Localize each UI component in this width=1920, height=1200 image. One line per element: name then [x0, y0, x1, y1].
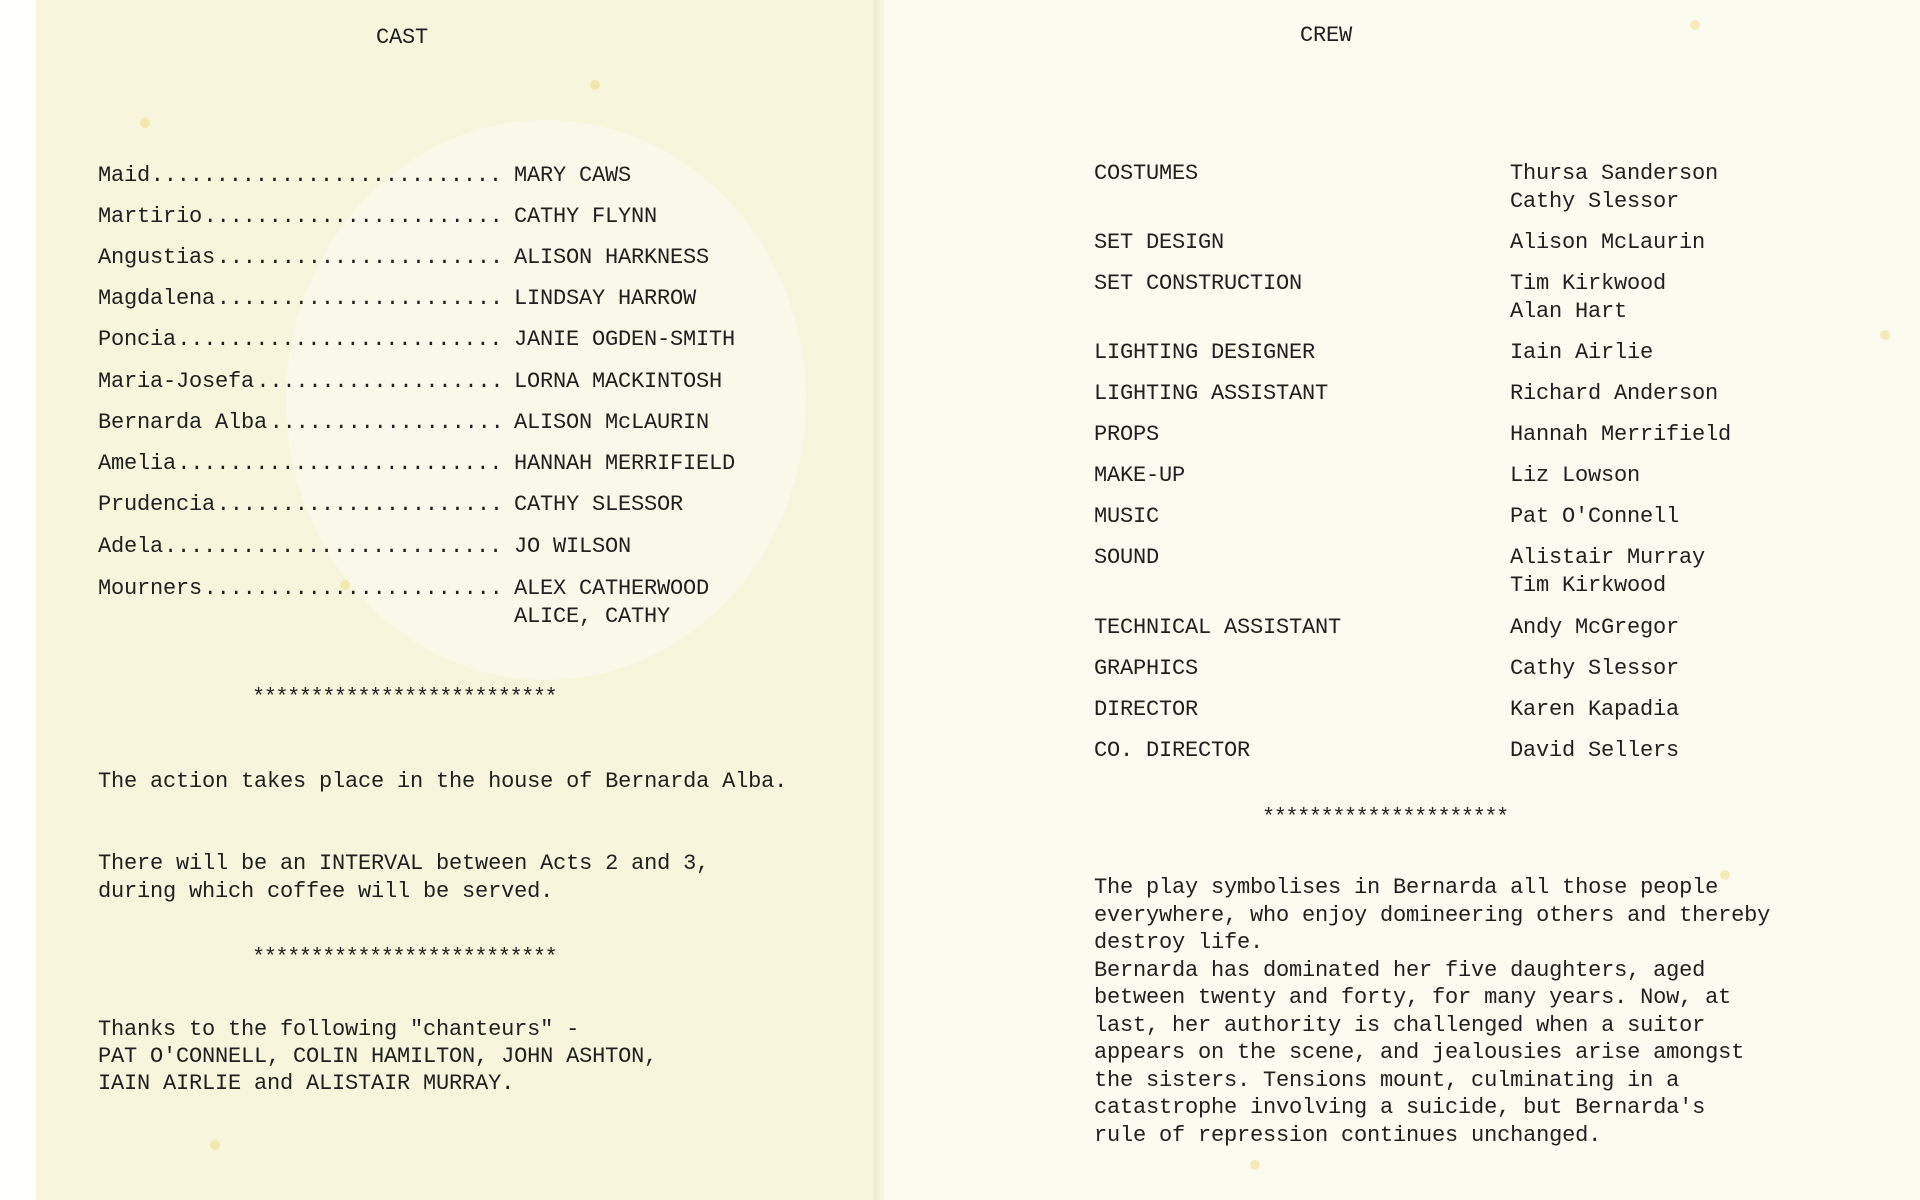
cast-role: Magdalena — [98, 286, 216, 311]
cast-divider-1: ************************** — [252, 685, 557, 710]
crew-member: Thursa Sanderson — [1510, 161, 1719, 186]
crew-divider: ********************* — [1262, 805, 1508, 830]
leader-dots: ................... — [256, 369, 504, 394]
crew-member: Alan Hart — [1510, 299, 1628, 324]
cast-actor: LORNA MACKINTOSH — [514, 369, 723, 394]
cast-role: Maid — [98, 163, 151, 188]
interval-note-line-2: during which coffee will be served. — [98, 879, 554, 904]
cast-role: Bernarda Alba — [98, 410, 268, 435]
interval-note-line-1: There will be an INTERVAL between Acts 2 and 3, — [98, 851, 710, 876]
leader-dots: ...................... — [216, 492, 503, 517]
leader-dots: ......................... — [177, 327, 503, 352]
synopsis-line: last, her authority is challenged when a suitor — [1094, 1012, 1706, 1038]
crew-member: Alison McLaurin — [1510, 230, 1706, 255]
crew-role: MAKE-UP — [1094, 463, 1186, 488]
crew-role: SET CONSTRUCTION — [1094, 271, 1303, 296]
crew-member: Iain Airlie — [1510, 340, 1654, 365]
cast-actor: LINDSAY HARROW — [514, 286, 697, 311]
crew-member: Hannah Merrifield — [1510, 422, 1732, 447]
cast-heading: CAST — [376, 25, 429, 50]
synopsis-line: The play symbolises in Bernarda all those people — [1094, 875, 1719, 900]
synopsis-line: between twenty and forty, for many years. Now, at — [1094, 985, 1732, 1010]
cast-actor: HANNAH MERRIFIELD — [514, 451, 736, 476]
cast-role: Amelia — [98, 451, 177, 476]
crew-role: LIGHTING ASSISTANT — [1094, 381, 1329, 406]
synopsis-line: catastrophe involving a suicide, but Bernarda's — [1094, 1095, 1706, 1120]
paper-speck — [1880, 330, 1890, 340]
crew-member: Pat O'Connell — [1510, 504, 1680, 529]
setting-note: The action takes place in the house of Bernarda Alba. — [98, 769, 788, 794]
crew-member: Richard Anderson — [1510, 381, 1719, 406]
cast-actor: JANIE OGDEN-SMITH — [514, 327, 736, 352]
synopsis-line: everywhere, who enjoy domineering others and thereby — [1094, 902, 1771, 928]
cast-role: Poncia — [98, 327, 177, 352]
crew-role: SOUND — [1094, 545, 1160, 570]
crew-role: LIGHTING DESIGNER — [1094, 340, 1316, 365]
cast-page — [36, 0, 876, 1200]
crew-role: PROPS — [1094, 422, 1160, 447]
synopsis-line: appears on the scene, and jealousies arise amongst — [1094, 1040, 1745, 1065]
synopsis-line: the sisters. Tensions mount, culminating in a — [1094, 1067, 1680, 1093]
paper-speck — [140, 118, 150, 128]
leader-dots: ........................... — [150, 163, 502, 188]
synopsis-line: destroy life. — [1094, 930, 1264, 955]
crew-member: Karen Kapadia — [1510, 697, 1680, 722]
paper-speck — [1690, 20, 1700, 30]
crew-member: Liz Lowson — [1510, 463, 1641, 488]
crew-member: Alistair Murray — [1510, 545, 1706, 570]
paper-speck — [1720, 870, 1730, 880]
crew-member: Tim Kirkwood — [1510, 573, 1667, 598]
cast-actor: CATHY SLESSOR — [514, 492, 684, 517]
cast-role: Mourners — [98, 576, 203, 601]
thanks-line-1: Thanks to the following "chanteurs" - — [98, 1017, 580, 1042]
cast-role: Martirio — [98, 204, 203, 229]
crew-member: Tim Kirkwood — [1510, 271, 1667, 296]
crew-member: David Sellers — [1510, 738, 1680, 763]
synopsis-line: rule of repression continues unchanged. — [1094, 1122, 1602, 1148]
cast-role: Prudencia — [98, 492, 216, 517]
cast-actor: ALEX CATHERWOOD — [514, 576, 710, 601]
cast-actor: ALISON HARKNESS — [514, 245, 710, 270]
paper-speck — [1250, 1160, 1260, 1170]
cast-role: Adela — [98, 534, 164, 559]
leader-dots: ...................... — [216, 245, 503, 270]
crew-role: COSTUMES — [1094, 161, 1199, 186]
crew-member: Cathy Slessor — [1510, 189, 1680, 214]
synopsis-line: Bernarda has dominated her five daughters, aged — [1094, 957, 1706, 983]
crew-page — [884, 0, 1920, 1200]
cast-actor: CATHY FLYNN — [514, 204, 658, 229]
thanks-line-3: IAIN AIRLIE and ALISTAIR MURRAY. — [98, 1071, 515, 1096]
crew-role: CO. DIRECTOR — [1094, 738, 1251, 763]
scan-margin — [0, 0, 36, 1200]
cast-role: Maria-Josefa — [98, 369, 255, 394]
leader-dots: .......................... — [164, 534, 503, 559]
cast-actor: ALISON McLAURIN — [514, 410, 710, 435]
leader-dots: ...................... — [216, 286, 503, 311]
paper-speck — [590, 80, 600, 90]
cast-divider-2: ************************** — [252, 945, 557, 970]
thanks-line-2: PAT O'CONNELL, COLIN HAMILTON, JOHN ASHTON, — [98, 1044, 658, 1069]
cast-actor: JO WILSON — [514, 534, 632, 559]
leader-dots: ....................... — [203, 576, 503, 601]
crew-role: TECHNICAL ASSISTANT — [1094, 615, 1342, 640]
crew-role: DIRECTOR — [1094, 697, 1199, 722]
cast-actor: ALICE, CATHY — [514, 604, 671, 629]
cast-role: Angustias — [98, 245, 216, 270]
crew-role: MUSIC — [1094, 504, 1160, 529]
crew-role: SET DESIGN — [1094, 230, 1225, 255]
cast-actor: MARY CAWS — [514, 163, 632, 188]
paper-speck — [340, 580, 350, 590]
paper-speck — [210, 1140, 220, 1150]
leader-dots: .................. — [269, 410, 504, 435]
leader-dots: ......................... — [177, 451, 503, 476]
crew-member: Andy McGregor — [1510, 615, 1680, 640]
crew-role: GRAPHICS — [1094, 656, 1199, 681]
crew-member: Cathy Slessor — [1510, 656, 1680, 681]
leader-dots: ....................... — [203, 204, 503, 229]
crew-heading: CREW — [1300, 23, 1353, 48]
